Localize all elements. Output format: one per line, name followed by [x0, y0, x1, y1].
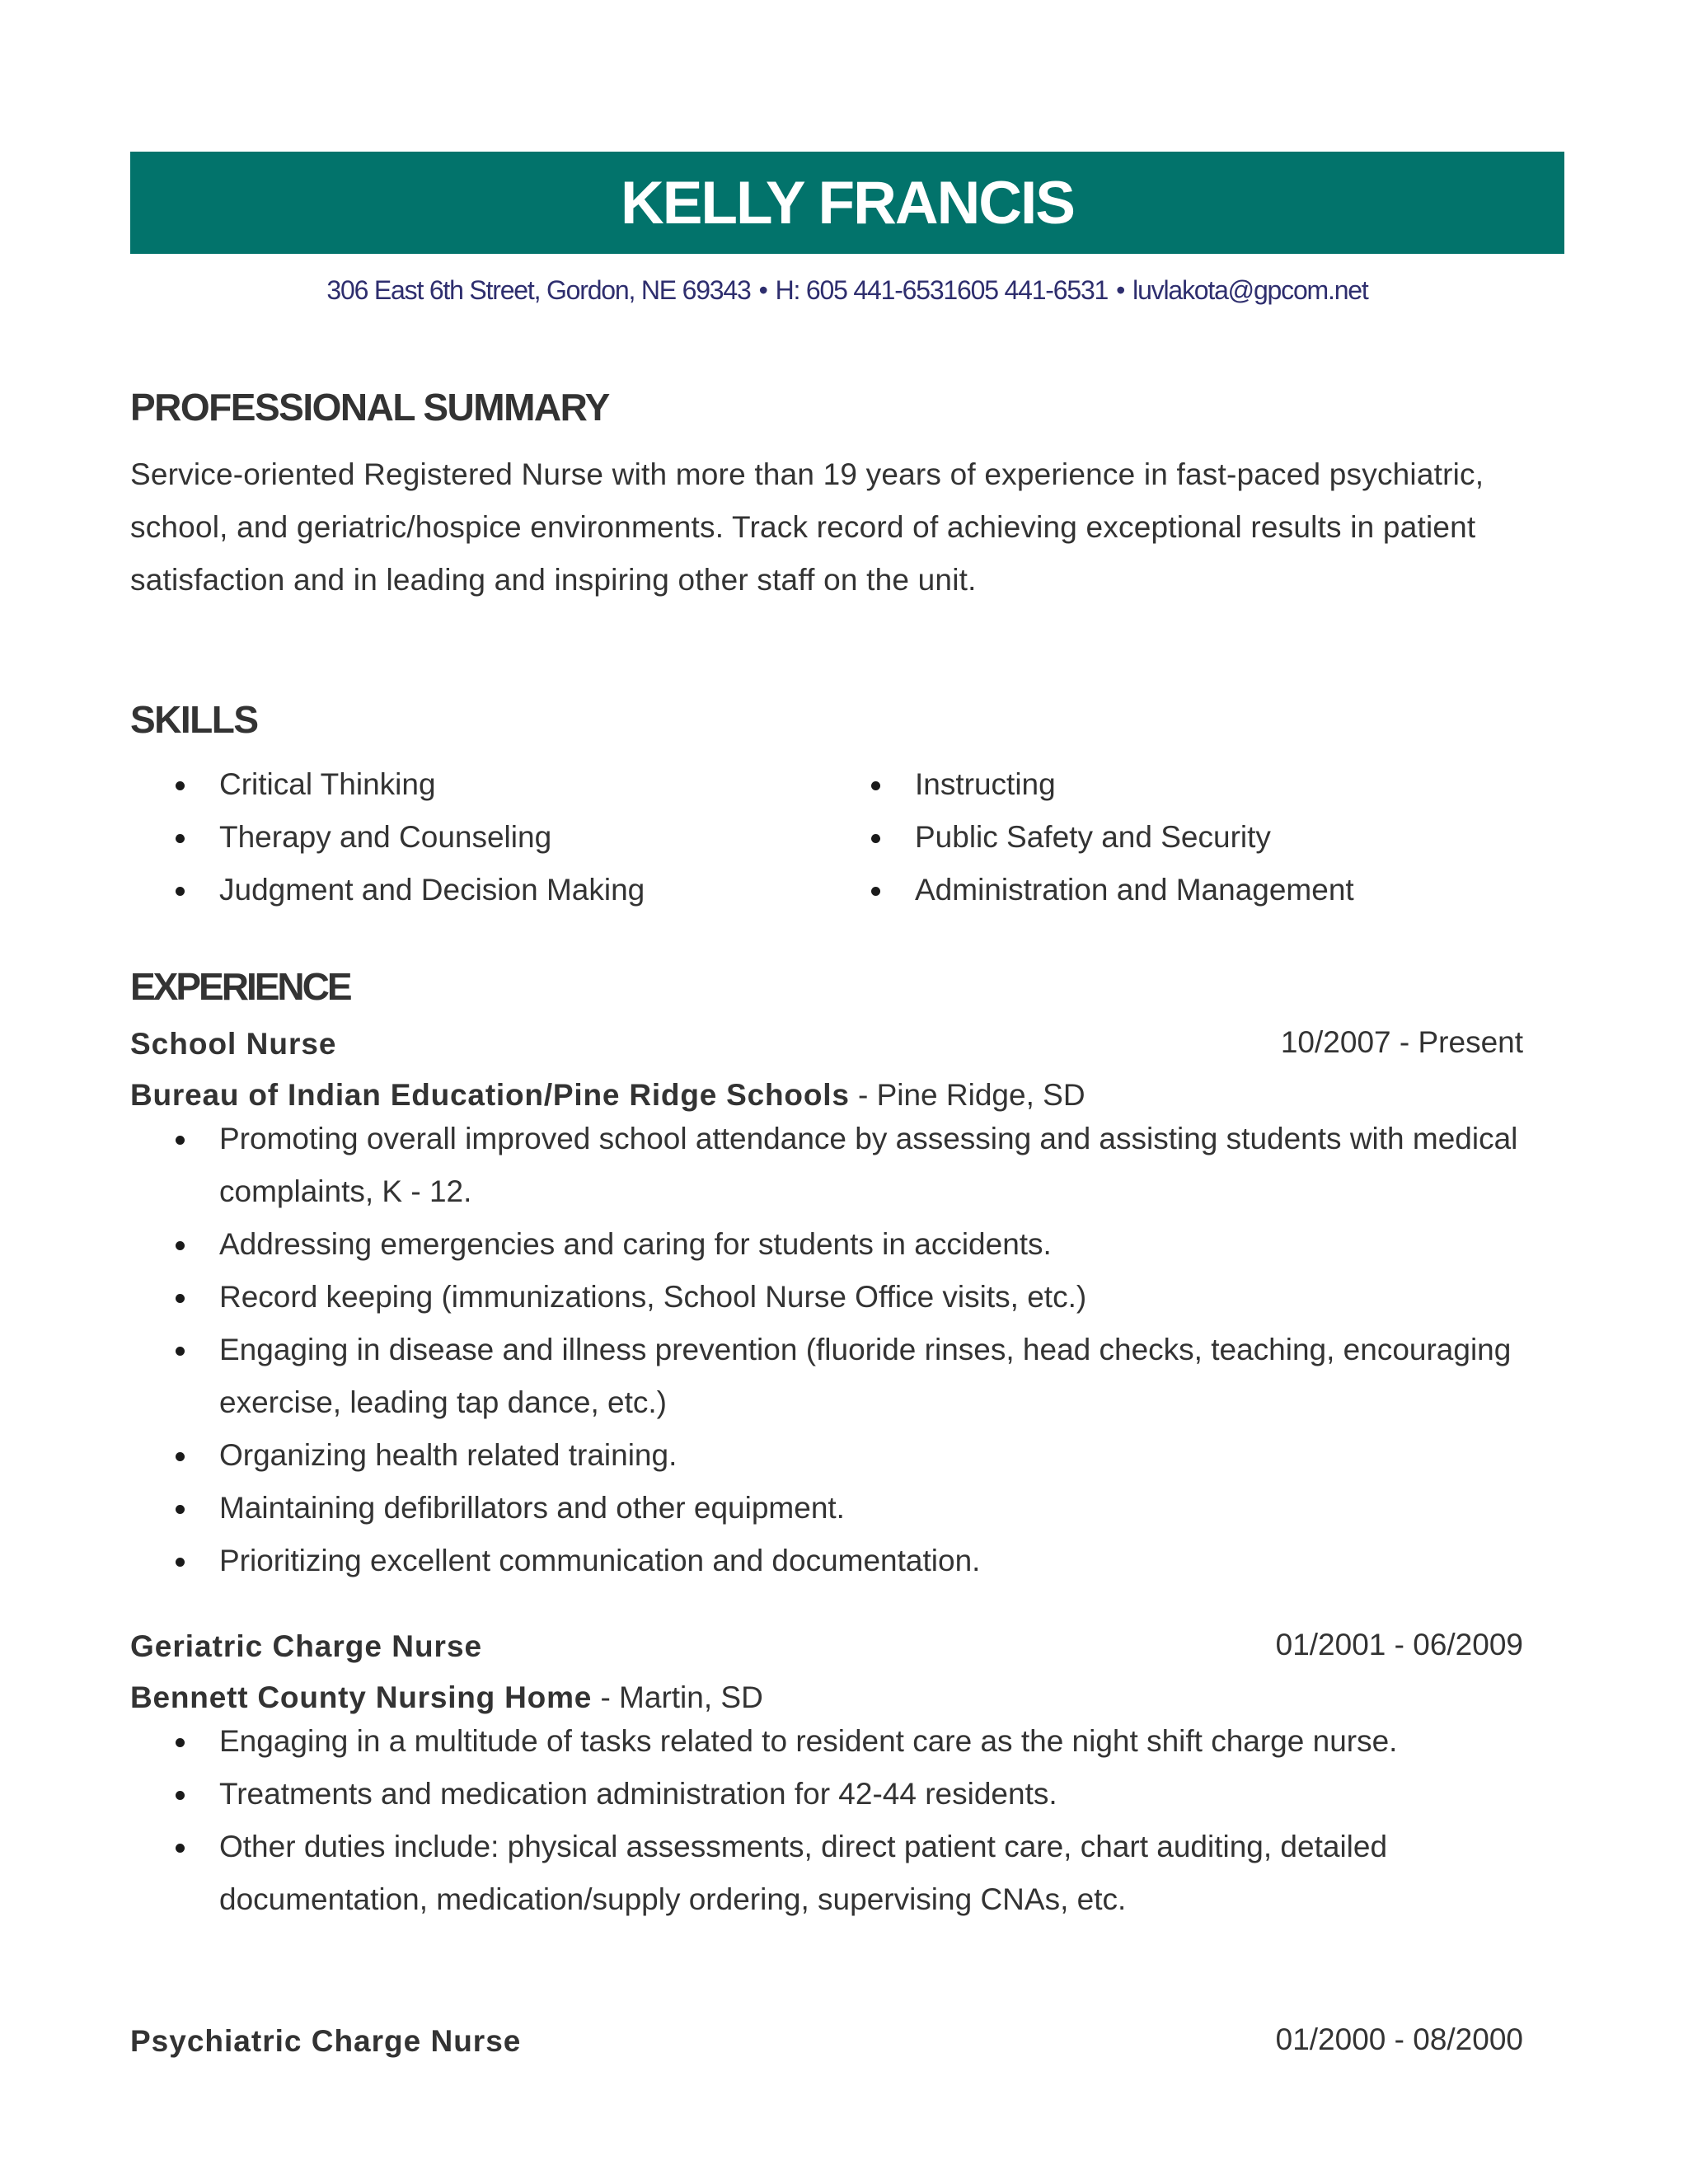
name-banner	[130, 152, 1564, 254]
skill-item: Critical Thinking	[130, 758, 645, 811]
job-bullet-list	[130, 1113, 1531, 1587]
skill-item: Instructing	[826, 758, 1354, 811]
job-bullet: Treatments and medication administration for 42-44 residents.	[130, 1768, 1531, 1821]
contact-line	[130, 275, 1564, 306]
skill-item: Administration and Management	[826, 864, 1354, 916]
job-bullet: Maintaining defibrillators and other equipment.	[130, 1482, 1531, 1535]
employer-name: Bureau of Indian Education/Pine Ridge Schools	[130, 1078, 850, 1112]
employer-name: Bennett County Nursing Home	[130, 1680, 593, 1714]
skill-item: Public Safety and Security	[826, 811, 1354, 864]
skills-list-left	[130, 758, 645, 916]
skill-item: Judgment and Decision Making	[130, 864, 645, 916]
job-title: Psychiatric Charge Nurse	[130, 2024, 522, 2058]
job-bullet: Other duties include: physical assessments, direct patient care, chart auditing, detailed documentation, medication/supply ordering, supervising CNAs, etc.	[130, 1821, 1531, 1926]
job-title: School Nurse	[130, 1027, 337, 1061]
skills-heading: SKILLS	[130, 698, 258, 741]
job-bullet: Engaging in disease and illness prevention (fluoride rinses, head checks, teaching, encouraging exercise, leading tap dance, etc.)	[130, 1324, 1531, 1429]
experience-heading: EXPERIENCE	[130, 965, 350, 1008]
job-bullet: Record keeping (immunizations, School Nurse Office visits, etc.)	[130, 1271, 1531, 1324]
job-employer	[130, 1680, 763, 1715]
contact-address: 306 East 6th Street, Gordon, NE 69343	[326, 275, 751, 305]
job-dates: 01/2001 - 06/2009	[1275, 1628, 1523, 1661]
job-bullet: Prioritizing excellent communication and documentation.	[130, 1535, 1531, 1587]
job-bullet: Engaging in a multitude of tasks related to resident care as the night shift charge nurse.	[130, 1715, 1531, 1768]
summary-heading: PROFESSIONAL SUMMARY	[130, 386, 609, 429]
skill-item: Therapy and Counseling	[130, 811, 645, 864]
job-title: Geriatric Charge Nurse	[130, 1629, 483, 1663]
contact-phone: H: 605 441-6531605 441-6531	[775, 275, 1109, 305]
summary-text: Service-oriented Registered Nurse with more than 19 years of experience in fast-paced psychiatric, school, and geriatric/hospice environments. Track record of achieving exceptional results in patient satisfaction and in leading and inspiring other staff on the unit.	[130, 457, 1484, 597]
separator-dot: •	[1116, 275, 1125, 305]
candidate-name: KELLY FRANCIS	[621, 169, 1074, 237]
job-dates: 10/2007 - Present	[1280, 1025, 1523, 1059]
job-bullet: Promoting overall improved school attendance by assessing and assisting students with medical complaints, K - 12.	[130, 1113, 1531, 1218]
skills-list-right	[826, 758, 1354, 916]
employer-location: - Martin, SD	[592, 1680, 763, 1714]
separator-dot: •	[758, 275, 767, 305]
job-bullet-list	[130, 1715, 1531, 1926]
employer-location: - Pine Ridge, SD	[849, 1078, 1085, 1112]
contact-email[interactable]: luvlakota@gpcom.net	[1132, 275, 1368, 305]
job-dates: 01/2000 - 08/2000	[1275, 2022, 1523, 2056]
job-employer	[130, 1078, 1085, 1113]
job-bullet: Addressing emergencies and caring for students in accidents.	[130, 1218, 1531, 1271]
job-bullet: Organizing health related training.	[130, 1429, 1531, 1482]
